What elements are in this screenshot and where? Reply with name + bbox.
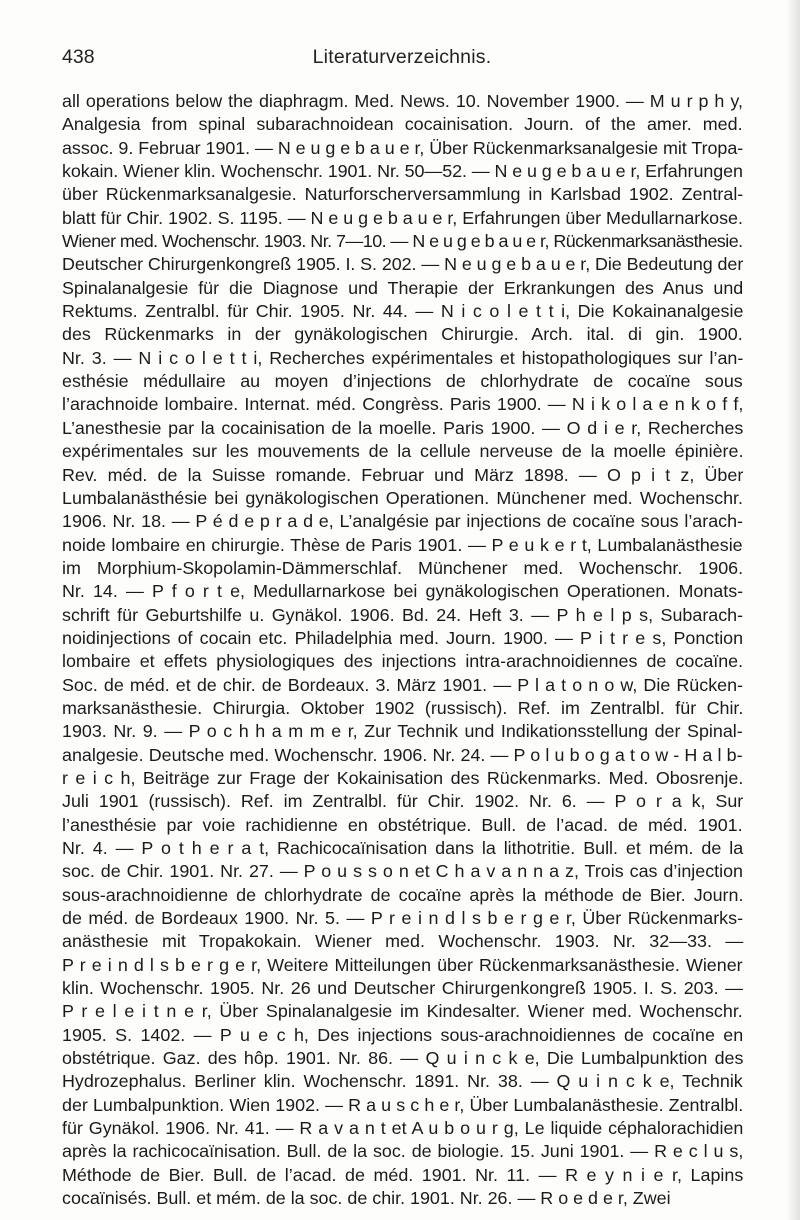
page-edge-shadow <box>786 0 800 1220</box>
text-line: cocaïnisés. Bull. et mém. de la soc. de chir. 1901. Nr. 26. — R o e d e r, Zwei <box>62 1188 671 1209</box>
text-line: Méthode de Bier. Bull. de l’acad. de méd. 1901. Nr. 11. — R e y n i e r, Lapins <box>62 1164 744 1185</box>
text-line: klin. Wochenschr. 1905. Nr. 26 und Deutscher Chirurgenkongreß 1905. I. S. 203. — <box>62 978 743 999</box>
text-line: Analgesia from spinal subarachnoidean cocainisation. Journ. of the amer. med. <box>62 114 743 135</box>
text-line: obstétrique. Gaz. des hôp. 1901. Nr. 86. — Q u i n c k e, Die Lumbalpunktion des <box>62 1048 744 1069</box>
text-line: Nr. 14. — P f o r t e, Medullarnarkose bei gynäkologischen Operationen. Monats- <box>62 581 744 602</box>
text-line: de méd. de Bordeaux 1900. Nr. 5. — P r e i n d l s b e r g e r, Über Rückenmarks- <box>62 908 744 929</box>
text-line: Nr. 4. — P o t h e r a t, Rachicocaïnisation dans la lithotritie. Bull. et mém. de la <box>62 838 744 858</box>
text-line: Hydrozephalus. Berliner klin. Wochenschr. 1891. Nr. 38. — Q u i n c k e, Technik <box>62 1071 743 1092</box>
text-line: Rev. méd. de la Suisse romande. Februar und März 1898. — O p i t z, Über <box>62 464 744 485</box>
text-line: anästhesie mit Tropakokain. Wiener med. Wochenschr. 1903. Nr. 32—33. — <box>62 931 744 952</box>
text-line: r e i c h, Beiträge zur Frage der Kokainisation des Rückenmarks. Med. Obosrenje. <box>62 767 744 788</box>
text-line: blatt für Chir. 1902. S. 1195. — N e u g e b a u e r, Erfahrungen über Medullarnarkose. <box>62 207 743 228</box>
text-line: noidinjections of cocain etc. Philadelphia med. Journ. 1900. — P i t r e s, Ponction <box>62 627 744 648</box>
text-line: marksanästhesie. Chirurgia. Oktober 1902 (russisch). Ref. im Zentralbl. für Chir. <box>62 697 744 718</box>
text-line: für Gynäkol. 1906. Nr. 41. — R a v a n t et A u b o u r g, Le liquide céphalorachidien <box>62 1118 744 1139</box>
bibliography-text <box>62 90 743 1211</box>
text-line: 1905. S. 1402. — P u e c h, Des injections sous-arachnoidiennes de cocaïne en <box>62 1024 744 1045</box>
text-line: P r e l e i t n e r, Über Spinalanalgesie im Kindesalter. Wiener med. Wochenschr. <box>62 1001 743 1022</box>
text-line: schrift für Geburtshilfe u. Gynäkol. 1906. Bd. 24. Heft 3. — P h e l p s, Subarach- <box>62 604 744 625</box>
text-line: soc. de Chir. 1901. Nr. 27. — P o u s s o n et C h a v a n n a z, Trois cas d’injection <box>62 861 743 882</box>
text-line: assoc. 9. Februar 1901. — N e u g e b a u e r, Über Rückenmarksanalgesie mit Tropa- <box>62 137 744 158</box>
text-line: der Lumbalpunktion. Wien 1902. — R a u s c h e r, Über Lumbalanästhesie. Zentralbl. <box>62 1094 744 1115</box>
text-line: après la rachicocaïnisation. Bull. de la soc. de biologie. 15. Juni 1901. — R e c l u s, <box>62 1141 744 1162</box>
text-line: P r e i n d l s b e r g e r, Weitere Mitteilungen über Rückenmarksanästhesie. Wiener <box>62 954 743 975</box>
text-line: Wiener med. Wochenschr. 1903. Nr. 7—10. — N e u g e b a u e r, Rückenmarksanästhesie. <box>62 231 743 252</box>
text-line: 1903. Nr. 9. — P o c h h a m m e r, Zur Technik und Indikationsstellung der Spinal- <box>62 721 743 742</box>
text-line: l’anesthésie par voie rachidienne en obstétrique. Bull. de l’acad. de méd. 1901. <box>62 814 743 835</box>
text-line: kokain. Wiener klin. Wochenschr. 1901. Nr. 50—52. — N e u g e b a u e r, Erfahrungen <box>62 161 743 182</box>
text-line: analgesie. Deutsche med. Wochenschr. 1906. Nr. 24. — P o l u b o g a t o w - H a l b- <box>62 744 743 765</box>
text-line: Deutscher Chirurgenkongreß 1905. I. S. 202. — N e u g e b a u e r, Die Bedeutung der <box>62 254 744 275</box>
page-number: 438 <box>62 46 95 68</box>
running-head <box>62 46 742 74</box>
text-line: L’anesthesie par la cocainisation de la moelle. Paris 1900. — O d i e r, Recherches <box>62 417 744 438</box>
text-line: Spinalanalgesie für die Diagnose und Therapie der Erkrankungen des Anus und <box>62 277 744 298</box>
text-line: Nr. 3. — N i c o l e t t i, Recherches expérimentales et histopathologiques sur l’an- <box>62 347 744 368</box>
text-line: des Rückenmarks in der gynäkologischen Chirurgie. Arch. ital. di gin. 1900. <box>62 324 743 345</box>
text-line: Lumbalanästhésie bei gynäkologischen Operationen. Münchener med. Wochenschr. <box>62 487 743 508</box>
text-line: Rektums. Zentralbl. für Chir. 1905. Nr. 44. — N i c o l e t t i, Die Kokainanalgesie <box>62 301 744 322</box>
text-line: expérimentales sur les mouvements de la cellule nerveuse de la moelle épinière. <box>62 441 744 462</box>
text-line: Juli 1901 (russisch). Ref. im Zentralbl. für Chir. 1902. Nr. 6. — P o r a k, Sur <box>62 791 744 812</box>
text-line: sous-arachnoidienne de chlorhydrate de cocaïne après la méthode de Bier. Journ. <box>62 884 744 905</box>
text-line: Soc. de méd. et de chir. de Bordeaux. 3. März 1901. — P l a t o n o w, Die Rücken- <box>62 674 743 695</box>
text-line: im Morphium-Skopolamin-Dämmerschlaf. Münchener med. Wochenschr. 1906. <box>62 557 744 578</box>
text-line: über Rückenmarksanalgesie. Naturforscherversammlung in Karlsbad 1902. Zentral- <box>62 184 744 205</box>
text-line: lombaire et effets physiologiques des injections intra-arachnoidiennes de cocaïne. <box>62 651 744 672</box>
text-line: 1906. Nr. 18. — P é d e p r a d e, L’analgésie par injections de cocaïne sous l’arach- <box>62 511 744 532</box>
text-line: noide lombaire en chirurgie. Thèse de Paris 1901. — P e u k e r t, Lumbalanästhesie <box>62 534 743 555</box>
text-line: esthésie médullaire au moyen d’injections de chlorhydrate de cocaïne sous <box>62 371 743 392</box>
running-title: Literaturverzeichnis. <box>312 46 492 68</box>
text-line: l’arachnoide lombaire. Internat. méd. Congrèss. Paris 1900. — N i k o l a e n k o f f, <box>62 394 744 415</box>
text-line: all operations below the diaphragm. Med. News. 10. November 1900. — M u r p h y, <box>62 91 743 111</box>
